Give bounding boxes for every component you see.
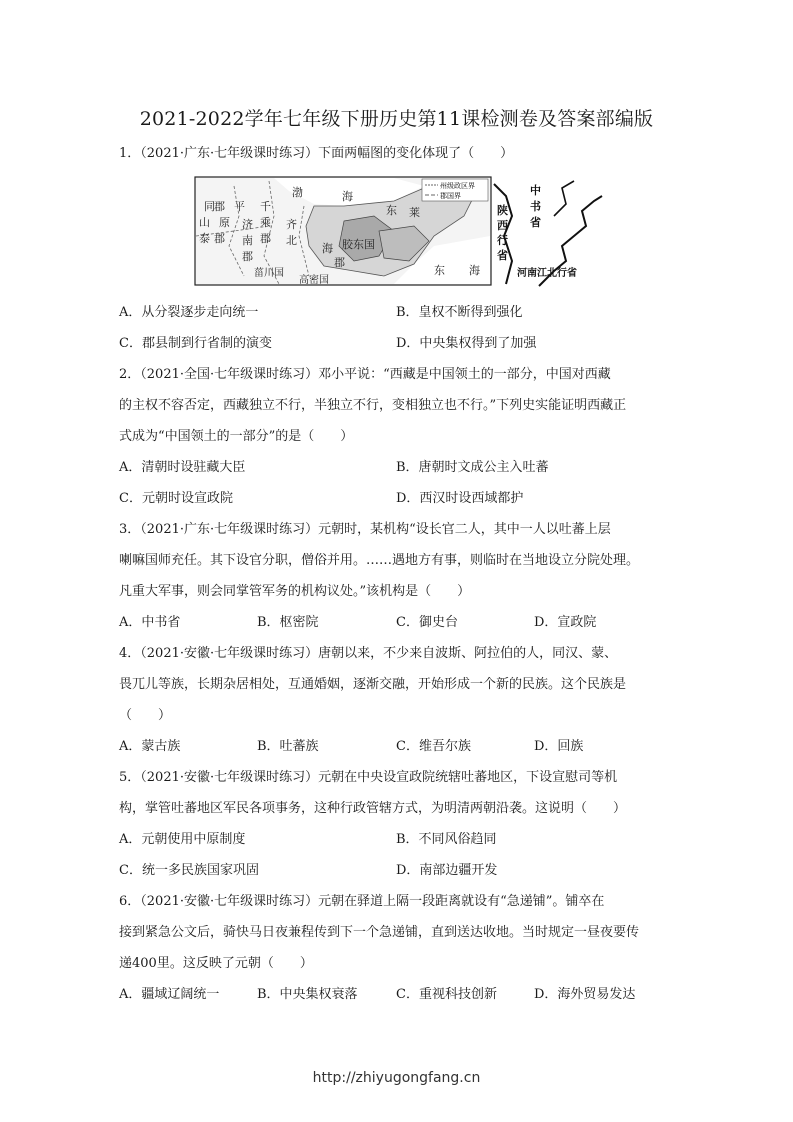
question-3-option-a[interactable]: A．中书省: [119, 615, 181, 630]
map-label: 千: [260, 200, 271, 213]
legend-state-border: 州级政区界: [440, 182, 475, 190]
question-5-option-a[interactable]: A．元朝使用中原制度: [119, 832, 246, 847]
question-5-stem: 5．（2021·安徽·七年级课时练习）元朝在中央设宣政院统辖吐蕃地区，下设宣慰司等机: [119, 770, 618, 785]
question-4-option-d[interactable]: D．回族: [534, 739, 584, 754]
map-label: 海: [342, 190, 353, 203]
map-label: 泰: [199, 232, 210, 245]
map-label: 山: [199, 216, 210, 229]
question-6-stem: 6．（2021·安徽·七年级课时练习）元朝在驿道上隔一段距离就设有“急递铺”。铺卒在: [119, 894, 605, 909]
map-label: 平: [234, 200, 245, 213]
map-label: 齐: [286, 218, 297, 231]
question-1-maps: [194, 176, 604, 288]
legend-commandery-border: 郡国界: [440, 192, 461, 200]
map-label: 原: [219, 216, 230, 229]
map-label: 渤: [292, 186, 303, 199]
map-label: 郡: [214, 232, 225, 245]
map-label-henan-jiangbei: 河南江北行省: [517, 268, 577, 279]
question-6-stem: 递400里。这反映了元朝（ ）: [119, 956, 313, 971]
question-1-stem: 1．（2021·广东·七年级课时练习）下面两幅图的变化体现了（ ）: [119, 146, 514, 161]
question-1-option-d[interactable]: D．中央集权得到了加强: [396, 336, 537, 351]
question-2-option-b[interactable]: B．唐朝时文成公主入吐蕃: [396, 460, 549, 475]
question-6-option-a[interactable]: A．疆域辽阔统一: [119, 987, 220, 1002]
question-4-stem: 畏兀儿等族，长期杂居相处，互通婚姻，逐渐交融，开始形成一个新的民族。这个民族是: [119, 677, 627, 692]
question-6-option-d[interactable]: D．海外贸易发达: [534, 987, 636, 1002]
map-label: 南: [242, 234, 253, 247]
question-2-stem: 式成为“中国领土的一部分”的是（ ）: [119, 429, 354, 444]
question-4-option-c[interactable]: C．维吾尔族: [396, 739, 471, 754]
question-3-stem: 凡重大军事，则会同掌管军务的机构议处。”该机构是（ ）: [119, 584, 471, 599]
question-3-option-d[interactable]: D．宣政院: [534, 615, 597, 630]
map-label: 郡: [214, 200, 225, 213]
question-2-option-d[interactable]: D．西汉时设西域都护: [396, 491, 524, 506]
question-1-option-c[interactable]: C．郡县制到行省制的演变: [119, 336, 272, 351]
map-label: 东: [386, 204, 397, 217]
question-3-stem: 3．（2021·广东·七年级课时练习）元朝时，某机构“设长官二人，其中一人以吐蕃上层: [119, 522, 611, 537]
map-label: 高密国: [299, 275, 329, 286]
map-label: 济: [242, 218, 253, 231]
map-label-shaanxi: 陕西行省: [497, 204, 508, 262]
question-6-option-c[interactable]: C．重视科技创新: [396, 987, 497, 1002]
map-label: 菑川国: [254, 268, 284, 279]
document-title: 2021-2022学年七年级下册历史第11课检测卷及答案部编版: [139, 108, 654, 130]
map-label: 北: [286, 234, 297, 247]
map-label: 同: [204, 200, 215, 213]
question-5-option-b[interactable]: B．不同风俗趋同: [396, 832, 497, 847]
question-5-option-d[interactable]: D．南部边疆开发: [396, 863, 498, 878]
map-label: 郡: [242, 250, 253, 263]
map-label: 郡: [334, 256, 345, 269]
question-1-option-b[interactable]: B．皇权不断得到强化: [396, 305, 523, 320]
map-label: 郡: [260, 232, 271, 245]
question-2-option-a[interactable]: A．清朝时设驻藏大臣: [119, 460, 246, 475]
map-label: 东: [434, 264, 445, 277]
question-3-stem: 喇嘛国师充任。其下设官分职，僧俗并用。……遇地方有事，则临时在当地设立分院处理。: [119, 553, 640, 568]
question-6-stem: 接到紧急公文后，骑快马日夜兼程传到下一个急递铺，直到送达收地。当时规定一昼夜要传: [119, 925, 640, 940]
map-label: 海: [469, 264, 480, 277]
map-label-central-secretariat: 中书省: [530, 184, 541, 229]
question-3-option-b[interactable]: B．枢密院: [257, 615, 319, 630]
question-4-stem: （ ）: [119, 708, 172, 723]
question-4-option-a[interactable]: A．蒙古族: [119, 739, 181, 754]
question-4-option-b[interactable]: B．吐蕃族: [257, 739, 319, 754]
map-label: 海: [322, 242, 333, 255]
question-5-option-c[interactable]: C．统一多民族国家巩固: [119, 863, 259, 878]
question-2-stem: 2．（2021·全国·七年级课时练习）邓小平说：“西藏是中国领土的一部分，中国对西藏: [119, 367, 611, 382]
map-label: 乘: [260, 216, 271, 229]
map-label: 莱: [409, 206, 420, 219]
question-6-option-b[interactable]: B．中央集权衰落: [257, 987, 358, 1002]
question-1-option-a[interactable]: A．从分裂逐步走向统一: [119, 305, 259, 320]
question-2-option-c[interactable]: C．元朝时设宣政院: [119, 491, 233, 506]
question-5-stem: 构，掌管吐蕃地区军民各项事务，这种行政管辖方式，为明清两朝沿袭。这说明（ ）: [119, 801, 627, 816]
footer-url[interactable]: http://zhiyugongfang.cn: [312, 1070, 481, 1086]
map-figure: [194, 176, 604, 288]
map-label: 胶东国: [342, 238, 375, 251]
question-2-stem: 的主权不容否定，西藏独立不行，半独立不行，变相独立也不行。”下列史实能证明西藏正: [119, 398, 627, 413]
question-3-option-c[interactable]: C．御史台: [396, 615, 458, 630]
question-4-stem: 4．（2021·安徽·七年级课时练习）唐朝以来，不少来自波斯、阿拉伯的人，同汉、蒙、: [119, 646, 618, 661]
